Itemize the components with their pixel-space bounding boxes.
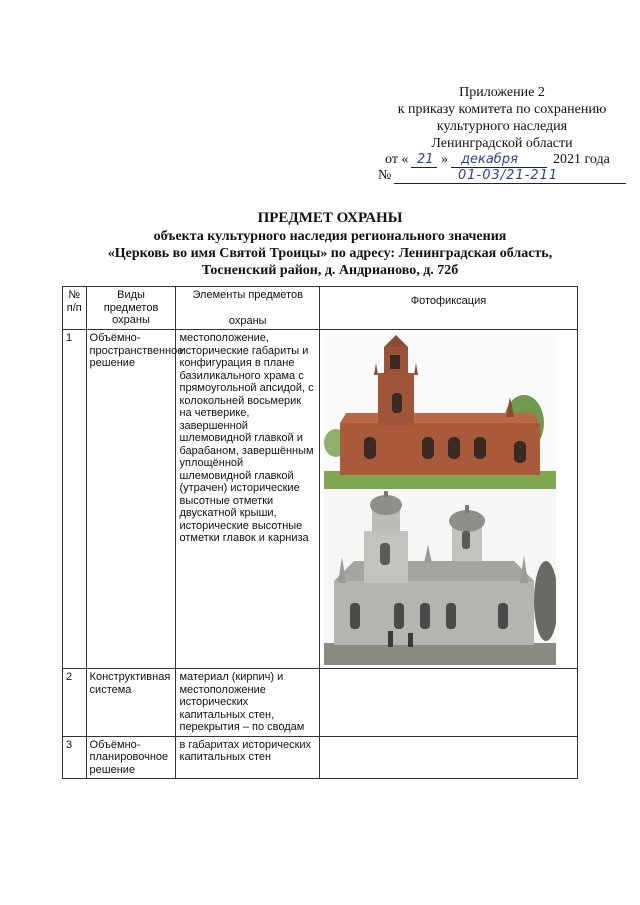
table-row bbox=[63, 669, 578, 737]
row-2-num: 2 bbox=[63, 669, 87, 737]
row-2-kind: Конструктивная система bbox=[86, 669, 176, 737]
row-3-photos bbox=[319, 736, 577, 779]
number-value: 01-03/21-211 bbox=[458, 168, 559, 183]
date-day: 21 bbox=[417, 152, 434, 167]
header-kind: Виды предметов охраны bbox=[86, 287, 176, 330]
page-title: ПРЕДМЕТ ОХРАНЫ bbox=[257, 210, 403, 226]
row-2-photos bbox=[319, 669, 577, 737]
header-elements bbox=[176, 287, 319, 330]
row-3-kind: Объёмно-планировочное решение bbox=[86, 736, 176, 779]
row-3-num: 3 bbox=[63, 736, 87, 779]
table-header-row bbox=[63, 287, 578, 330]
object-description bbox=[70, 228, 590, 279]
header-elements-bottom: охраны bbox=[228, 314, 267, 327]
date-prefix: от « bbox=[385, 152, 409, 167]
appendix-line-3: культурного наследия bbox=[436, 119, 568, 134]
row-2-elements: материал (кирпич) и местоположение исторических капитальных стен, перекрытия – по сводам bbox=[176, 669, 319, 737]
appendix-line-4: Ленинградской области bbox=[431, 136, 573, 151]
appendix-block bbox=[372, 84, 632, 152]
number-line bbox=[378, 168, 628, 186]
header-elements-top: Элементы предметов bbox=[192, 289, 303, 301]
row-1-num: 1 bbox=[63, 330, 87, 669]
table-row bbox=[63, 330, 578, 669]
date-mid: » bbox=[441, 152, 448, 167]
table-row bbox=[63, 736, 578, 779]
protection-table bbox=[62, 286, 578, 779]
church-photo-ruins bbox=[324, 333, 556, 489]
title-line-4: Тосненский район, д. Андрианово, д. 72б bbox=[201, 263, 459, 278]
appendix-line-1: Приложение 2 bbox=[459, 85, 545, 100]
row-1-kind: Объёмно-пространственное решение bbox=[86, 330, 176, 669]
row-1-photos bbox=[319, 330, 577, 669]
church-photo-historic bbox=[324, 491, 556, 665]
title-line-2: объекта культурного наследия регионального значения bbox=[153, 229, 507, 244]
title-line-3: «Церковь во имя Святой Троицы» по адресу: Ленинградская область, bbox=[107, 246, 553, 261]
row-1-elements: местоположение, исторические габариты и конфигурация в плане базиликального храма с прямоугольной апсидой, с колокольней восьмерик на четверике, завершенной шлемовидной главкой и барабаном, завершённым уплощённой шлемовидной главкой (утрачен) исторические высотные отметки двускатной крыши, исторические высотные отметки главок и карниза bbox=[176, 330, 319, 669]
number-prefix: № bbox=[378, 168, 392, 183]
date-year: 2021 года bbox=[553, 152, 610, 167]
row-3-elements: в габаритах исторических капитальных стен bbox=[176, 736, 319, 779]
header-photo: Фотофиксация bbox=[319, 287, 577, 330]
header-num: № п/п bbox=[63, 287, 87, 330]
date-month: декабря bbox=[461, 152, 518, 167]
appendix-line-2: к приказу комитета по сохранению bbox=[397, 102, 607, 117]
